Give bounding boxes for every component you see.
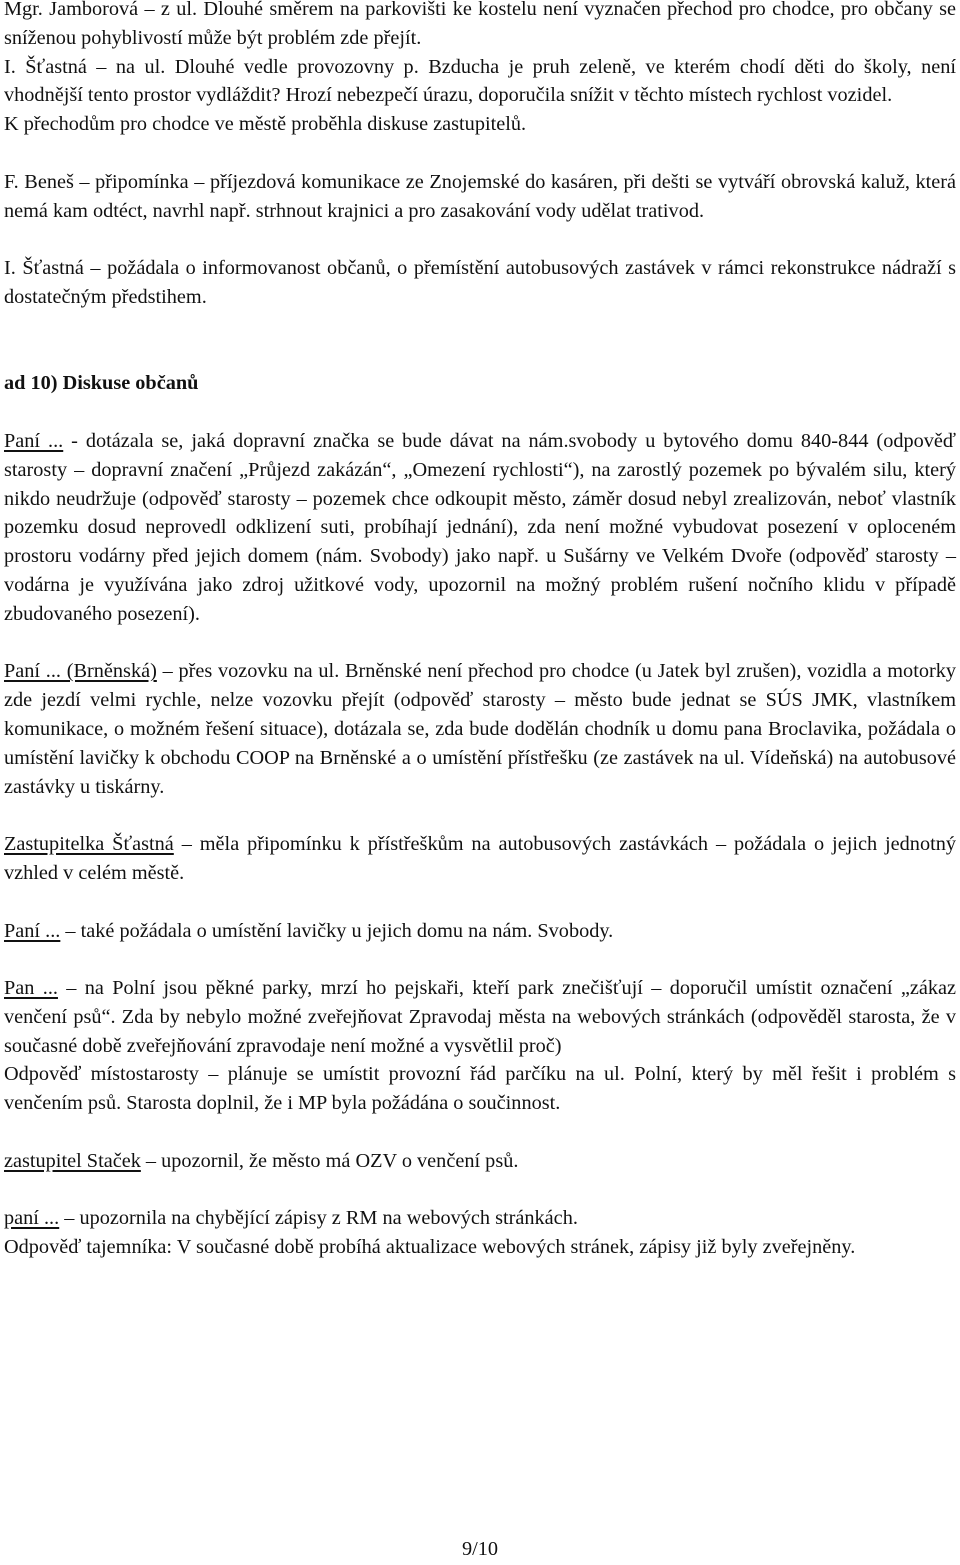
entry-pani-lavicka (4, 917, 956, 946)
paragraph-stastna-zastavky: I. Šťastná – požádala o informovanost občanů, o přemístění autobusových zastávek v rámci rekonstrukce nádraží s dostatečným předstihem. (4, 257, 956, 308)
spacer (4, 1176, 956, 1205)
speaker-label: zastupitel Staček (4, 1149, 141, 1172)
entry-pan-polni (4, 974, 956, 1060)
spacer (4, 398, 956, 427)
spacer (4, 629, 956, 658)
entry-text: – na Polní jsou pěkné parky, mrzí ho pejskaři, kteří park znečišťují – doporučil umístit označení „zákaz venčení psů“. Zda by nebylo možné zveřejňovat Zpravodaj města na webových stránkách (odpověděl starosta, že v současné době zveřejňování zpravodaje není možné a vysvětlil proč) (4, 977, 956, 1057)
reply-mistostarosty: Odpověď místostarosty – plánuje se umístit provozní řád parčíku na ul. Polní, který by měl řešit i problém s venčením psů. Starosta doplnil, že i MP byla požádána o součinnost. (4, 1063, 956, 1115)
page-number: 9/10 (461, 1538, 499, 1560)
speaker-label: Pan ... (4, 977, 58, 1000)
document-page (4, 0, 956, 1262)
entry-text: - dotázala se, jaká dopravní značka se bude dávat na nám.svobody u bytového domu 840-844 (odpověď starosty – dopravní značení „Průjezd zakázán“, „Omezení rychlosti“), na zarostlý pozemek po bývalém silu, který nikdo neudržuje (odpověď starosty – pozemek chce odkoupit město, záměr dosud nebyl zrealizován, neboť vlastník pozemku dosud neprovedl odklizení suti, probíhají jednání), zda není možné vybudovat posezení v oploceném prostoru vodárny před jejich domem (nám. Svobody) jako např. u Sušárny ve Velkém Dvoře (odpověď starosty – vodárna je využívána jako zdroj užitkové vody, upozornil na možný problém rušení nočního klidu v případě zbudovaného posezení). (4, 429, 957, 625)
reply-tajemnika: Odpověď tajemníka: V současné době probíhá aktualizace webových stránek, zápisy již byly zveřejněny. (4, 1236, 856, 1259)
spacer (4, 945, 956, 974)
entry-zastupitel-stacek (4, 1147, 956, 1176)
speaker-label: Paní ... (4, 429, 64, 452)
entry-pani-svobody (4, 427, 956, 629)
spacer (4, 888, 956, 917)
spacer (4, 801, 956, 830)
spacer (4, 139, 956, 168)
entry-pani-zapisy (4, 1204, 956, 1233)
entry-text: – přes vozovku na ul. Brněnské není přechod pro chodce (u Jatek byl zrušen), vozidla a motorky zde jezdí velmi rychle, nelze vozovku přejít (odpověď starosty – město bude jednat se SÚS JMK, vlastníkem komunikace, o možném řešení situace), dotázala se, zda bude dodělán chodník u domu pana Broclavika, požádala o umístění lavičky k obchodu COOP na Brněnské a o umístění přístřešku (ze zastávek na ul. Vídeňská) na autobusové zastávky u tiskárny. (4, 660, 957, 798)
speaker-label: Zastupitelka Šťastná (4, 833, 174, 856)
paragraph-prechody-diskuse: K přechodům pro chodce ve městě proběhla diskuse zastupitelů. (4, 113, 527, 136)
section-heading-diskuse: ad 10) Diskuse občanů (4, 372, 199, 395)
spacer (4, 312, 956, 341)
speaker-label: Paní ... (4, 919, 61, 942)
entry-text: – také požádala o umístění lavičky u jejich domu na nám. Svobody. (60, 919, 614, 942)
spacer (4, 341, 956, 370)
entry-text: – upozornila na chybějící zápisy z RM na webových stránkách. (59, 1207, 578, 1230)
paragraph-stastna-dlouha: I. Šťastná – na ul. Dlouhé vedle provozovny p. Bzducha je pruh zeleně, ve kterém chodí děti do školy, není vhodnější tento prostor vydláždit? Hrozí nebezpečí úrazu, doporučila snížit v těchto místech rychlost vozidel. (4, 55, 956, 107)
paragraph-benes: F. Beneš – připomínka – příjezdová komunikace ze Znojemské do kasáren, při dešti se vytváří obrovská kaluž, která nemá kam odtéct, navrhl např. strhnout krajnici a pro zasakování vody udělat trativod. (4, 170, 956, 222)
paragraph-jamborova: Mgr. Jamborová – z ul. Dlouhé směrem na parkovišti ke kostelu není vyznačen přechod pro chodce, pro občany se sníženou pohyblivostí může být problém zde přejít. (4, 0, 956, 49)
spacer (4, 225, 956, 254)
entry-pani-brnenska (4, 657, 956, 801)
spacer (4, 1118, 956, 1147)
speaker-label: paní ... (4, 1207, 60, 1230)
speaker-label: Paní ... (Brněnská) (4, 660, 157, 683)
entry-text: – měla připomínku k přístřeškům na autobusových zastávkách – požádala o jejich jednotný vzhled v celém městě. (4, 833, 957, 884)
entry-zastupitelka-stastna (4, 830, 956, 888)
entry-text: – upozornil, že město má OZV o venčení psů. (140, 1149, 519, 1172)
